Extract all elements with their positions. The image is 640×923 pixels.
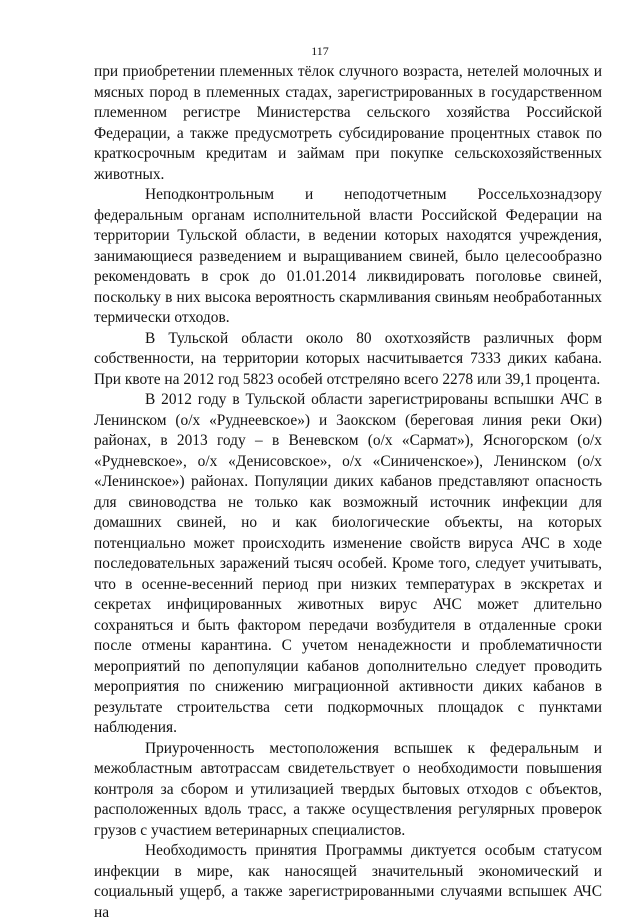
paragraph-asf-outbreaks: В 2012 году в Тульской области зарегистрированы вспышки АЧС в Ленинском (о/х «Руднеевское») и Заокском (береговая линия реки Оки) районах, в 2013 году – в Веневском (о/х «Сармат»), Ясногорском (о/х «Рудневское», о/х «Денисовское», о/х «Синиченское»), Ленинском (о/х «Ленинское») районах. Популяции диких кабанов представляют опасность для свиноводства не только как возможный источник инфекции для домашних свиней, но и как биологические объекты, на которых потенциально может происходить изменение свойств вируса АЧС в ходе последовательных заражений тысяч особей. Кроме того, следует учитывать, что в осенне-весенний период при низких температурах в экскретах и секретах инфицированных животных вирус АЧС может длительно сохраняться и быть фактором передачи возбудителя в отдаленные сроки после отмены карантина. С учетом ненадежности и проблематичности мероприятий по депопуляции кабанов дополнительно следует проводить мероприятия по снижению миграционной активности диких кабанов в результате строительства сети подкормочных площадок с пунктами наблюдения.: [94, 391, 602, 736]
paragraph-program-necessity: Необходимость принятия Программы диктуется особым статусом инфекции в мире, как наносящей значительный экономический и социальный ущерб, а также зарегистрированными случаями вспышек АЧС на: [94, 842, 602, 921]
document-body: [94, 62, 602, 923]
paragraph-continuation: при приобретении племенных тёлок случного возраста, нетелей молочных и мясных пород в племенных стадах, зарегистрированных в государственном племенном регистре Министерства сельского хозяйства Российской Федерации, а также предусмотреть субсидирование процентных ставок по краткосрочным кредитам и займам при покупке сельскохозяйственных животных.: [94, 63, 602, 183]
paragraph-federal-agencies: Неподконтрольным и неподотчетным Россельхознадзору федеральным органам исполнительной власти Российской Федерации на территории Тульской области, в ведении которых находятся учреждения, занимающиеся разведением и выращиванием свиней, было целесообразно рекомендовать в срок до 01.01.2014 ликвидировать поголовье свиней, поскольку в них высока вероятность скармливания свиньям необработанных термически отходов.: [94, 186, 602, 326]
paragraph-hunting-farms: В Тульской области около 80 охотхозяйств различных форм собственности, на территории которых насчитывается 7333 диких кабана. При квоте на 2012 год 5823 особей отстреляно всего 2278 или 39,1 процента.: [94, 329, 602, 388]
page-number: 117: [311, 44, 329, 58]
paragraph-highways: Приуроченность местоположения вспышек к федеральным и межобластным автотрассам свидетельствует о необходимости повышения контроля за сбором и утилизацией твердых бытовых отходов с объектов, расположенных вдоль трасс, а также осуществления регулярных проверок грузов с участием ветеринарных специалистов.: [94, 739, 602, 839]
